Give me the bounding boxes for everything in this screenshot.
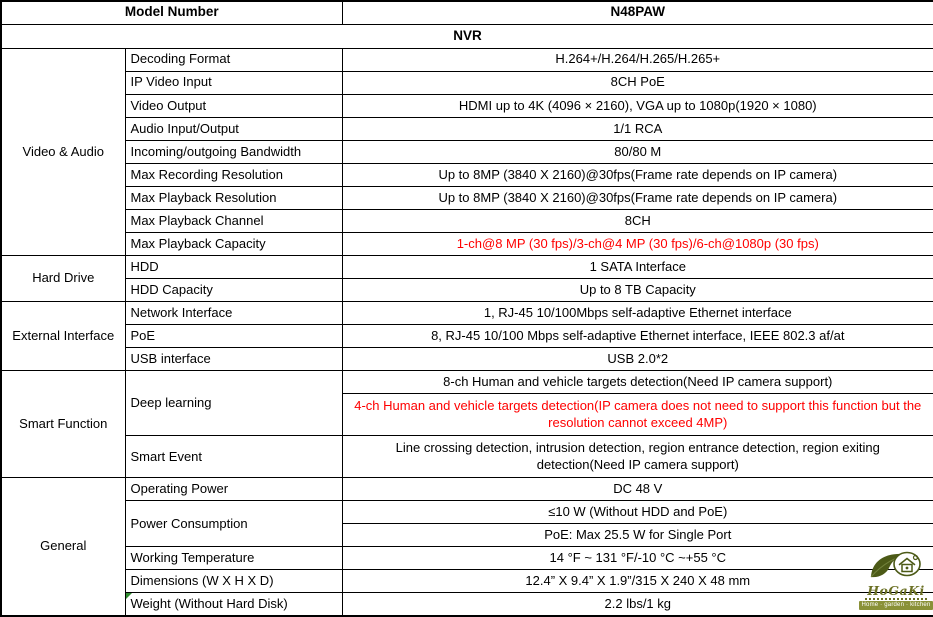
device-type-cell: NVR [1,24,933,48]
value-decoding-format: H.264+/H.264/H.265/H.265+ [342,48,933,71]
value-poe: 8, RJ-45 10/100 Mbps self-adaptive Ethernet interface, IEEE 802.3 af/at [342,324,933,347]
section-label-smart-function: Smart Function [1,371,125,478]
feature-bandwidth: Incoming/outgoing Bandwidth [125,140,342,163]
value-hdd-capacity: Up to 8 TB Capacity [342,278,933,301]
section-label-general: General [1,478,125,616]
value-power-consumption-poe: PoE: Max 25.5 W for Single Port [342,524,933,547]
value-video-output: HDMI up to 4K (4096 × 2160), VGA up to 1080p(1920 × 1080) [342,94,933,117]
value-smart-event: Line crossing detection, intrusion detection, region entrance detection, region exiting detection(Need IP camera support) [342,436,933,478]
feature-smart-event: Smart Event [125,436,342,478]
feature-decoding-format: Decoding Format [125,48,342,71]
feature-operating-power: Operating Power [125,478,342,501]
feature-ip-video-input: IP Video Input [125,71,342,94]
value-working-temperature: 14 °F ~ 131 °F/-10 °C ~+55 °C [342,547,933,570]
value-deep-learning-extended: 4-ch Human and vehicle targets detection(IP camera does not need to support this function but the resolution cannot exceed 4MP) [342,394,933,436]
section-label-external-interface: External Interface [1,301,125,370]
value-dimensions: 12.4” X 9.4” X 1.9”/315 X 240 X 48 mm [342,570,933,593]
section-label-hard-drive: Hard Drive [1,255,125,301]
value-audio-input-output: 1/1 RCA [342,117,933,140]
value-max-recording-resolution: Up to 8MP (3840 X 2160)@30fps(Frame rate depends on IP camera) [342,163,933,186]
value-deep-learning-standard: 8-ch Human and vehicle targets detection(Need IP camera support) [342,371,933,394]
value-bandwidth: 80/80 M [342,140,933,163]
value-ip-video-input: 8CH PoE [342,71,933,94]
value-power-consumption-base: ≤10 W (Without HDD and PoE) [342,501,933,524]
feature-poe: PoE [125,324,342,347]
value-usb-interface: USB 2.0*2 [342,347,933,370]
feature-max-playback-resolution: Max Playback Resolution [125,186,342,209]
value-max-playback-capacity: 1-ch@8 MP (30 fps)/3-ch@4 MP (30 fps)/6-ch@1080p (30 fps) [342,232,933,255]
feature-max-playback-capacity: Max Playback Capacity [125,232,342,255]
value-network-interface: 1, RJ-45 10/100Mbps self-adaptive Ethernet interface [342,301,933,324]
feature-max-playback-channel: Max Playback Channel [125,209,342,232]
feature-working-temperature: Working Temperature [125,547,342,570]
feature-usb-interface: USB interface [125,347,342,370]
model-number-label: Model Number [1,1,342,24]
value-operating-power: DC 48 V [342,478,933,501]
value-hdd: 1 SATA Interface [342,255,933,278]
feature-power-consumption: Power Consumption [125,501,342,547]
logo-brand-text: HoGaKi [867,583,925,598]
feature-weight [125,593,342,616]
feature-video-output: Video Output [125,94,342,117]
value-weight: 2.2 lbs/1 kg [342,593,933,616]
value-max-playback-channel: 8CH [342,209,933,232]
feature-hdd-capacity: HDD Capacity [125,278,342,301]
feature-weight-label: Weight (Without Hard Disk) [130,596,288,612]
logo-tagline: Home · garden · kitchen [859,601,933,610]
feature-hdd: HDD [125,255,342,278]
section-label-video-audio: Video & Audio [1,48,125,255]
feature-audio-input-output: Audio Input/Output [125,117,342,140]
feature-deep-learning: Deep learning [125,371,342,436]
feature-dimensions: Dimensions (W X H X D) [125,570,342,593]
feature-max-recording-resolution: Max Recording Resolution [125,163,342,186]
comment-marker-icon [126,593,132,599]
value-max-playback-resolution: Up to 8MP (3840 X 2160)@30fps(Frame rate depends on IP camera) [342,186,933,209]
feature-network-interface: Network Interface [125,301,342,324]
model-number-value: N48PAW [342,1,933,24]
